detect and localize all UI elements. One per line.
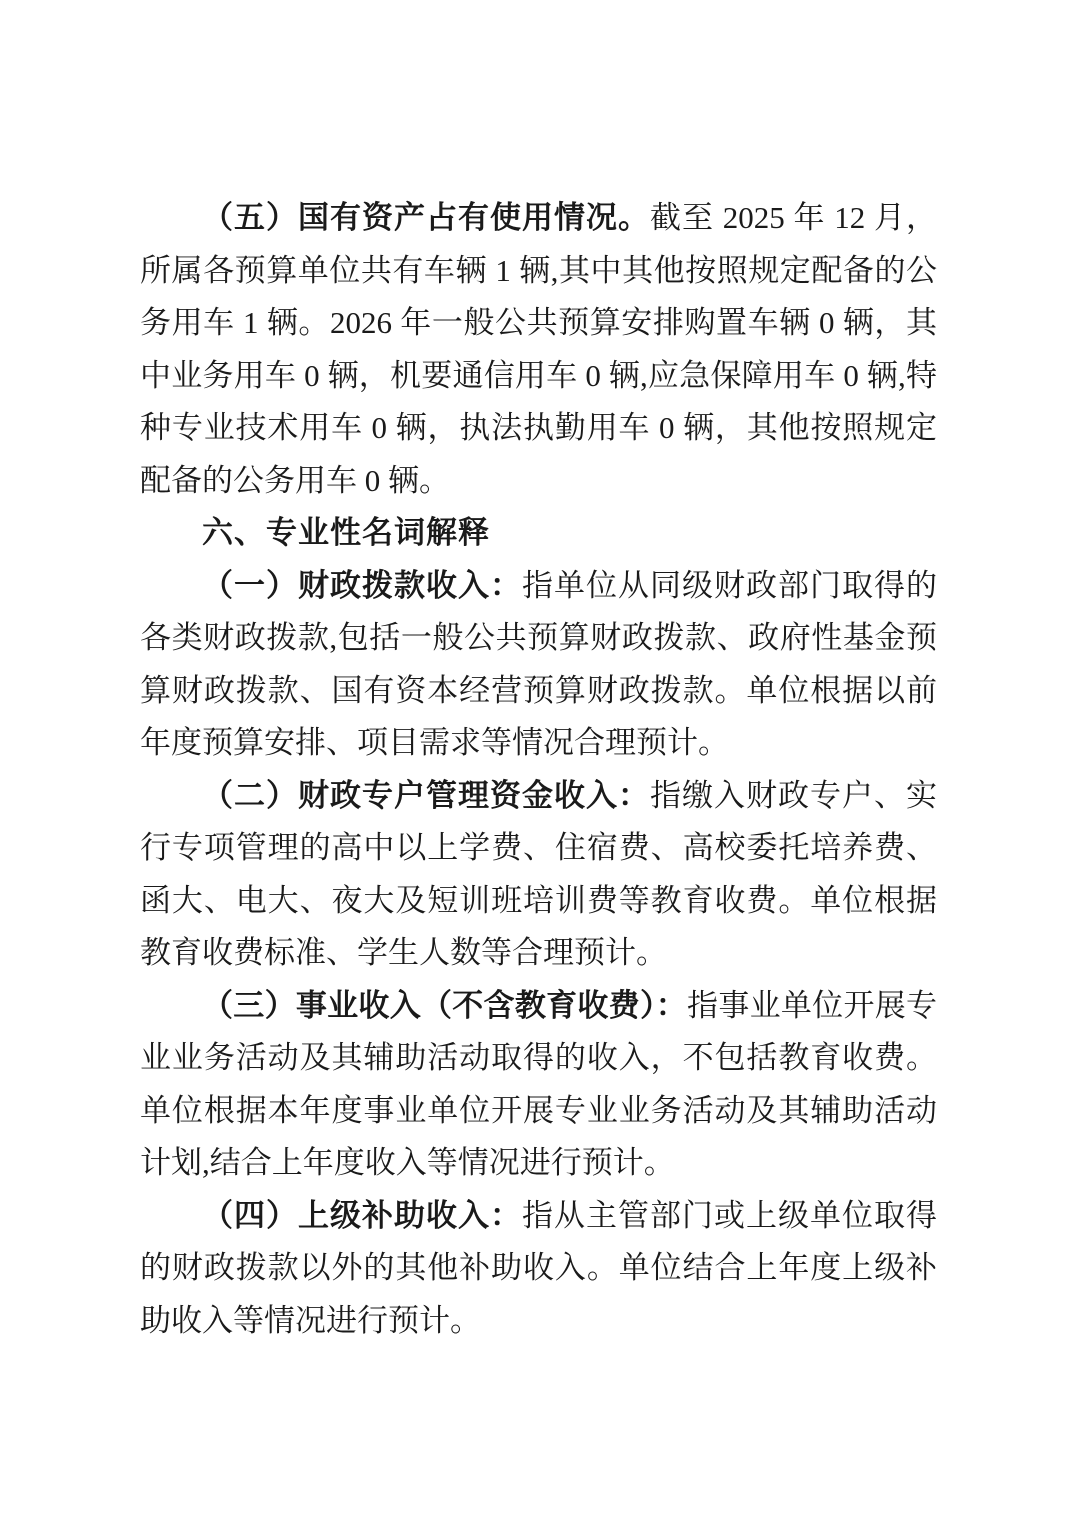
paragraph-term-fiscal-appropriation xyxy=(140,560,937,770)
paragraph-state-assets-lead: （五）国有资产占有使用情况。 xyxy=(202,200,650,235)
paragraph-term-superior-subsidy xyxy=(140,1190,937,1348)
term-special-account-body: 指缴入财政专户、实行专项管理的高中以上学费、住宿费、高校委托培养费、函大、电大、夜大及短训班培训费等教育收费。单位根据教育收费标准、学生人数等合理预计。 xyxy=(140,777,937,970)
document-content xyxy=(140,192,937,1347)
term-fiscal-appropriation-body: 指单位从同级财政部门取得的各类财政拨款,包括一般公共预算财政拨款、政府性基金预算财政拨款、国有资本经营预算财政拨款。单位根据以前年度预算安排、项目需求等情况合理预计。 xyxy=(140,567,937,760)
section-heading-terms: 六、专业性名词解释 xyxy=(202,515,490,550)
term-special-account-lead: （二）财政专户管理资金收入： xyxy=(202,777,650,813)
term-superior-subsidy-lead: （四）上级补助收入： xyxy=(202,1197,522,1233)
term-superior-subsidy-body: 指从主管部门或上级单位取得的财政拨款以外的其他补助收入。单位结合上年度上级补助收入等情况进行预计。 xyxy=(140,1197,937,1338)
paragraph-term-special-account xyxy=(140,770,937,980)
term-operational-income-body: 指事业单位开展专业业务活动及其辅助活动取得的收入，不包括教育收费。单位根据本年度事业单位开展专业业务活动及其辅助活动计划,结合上年度收入等情况进行预计。 xyxy=(140,987,938,1180)
paragraph-term-operational-income xyxy=(140,980,937,1190)
term-operational-income-lead: （三）事业收入（不含教育收费）： xyxy=(202,987,688,1023)
paragraph-state-assets-body: 截至 2025 年 12 月，所属各预算单位共有车辆 1 辆,其中其他按照规定配备的公务用车 1 辆。2026 年一般公共预算安排购置车辆 0 辆，其中业务用车 0 辆，机要通信用车 0 辆,应急保障用车 0 辆,特种专业技术用车 0 辆，执法执勤用车 0 辆，其他按照规定配备的公务用车 0 辆。 xyxy=(140,200,937,498)
term-fiscal-appropriation-lead: （一）财政拨款收入： xyxy=(202,567,522,603)
paragraph-state-assets xyxy=(140,192,937,507)
